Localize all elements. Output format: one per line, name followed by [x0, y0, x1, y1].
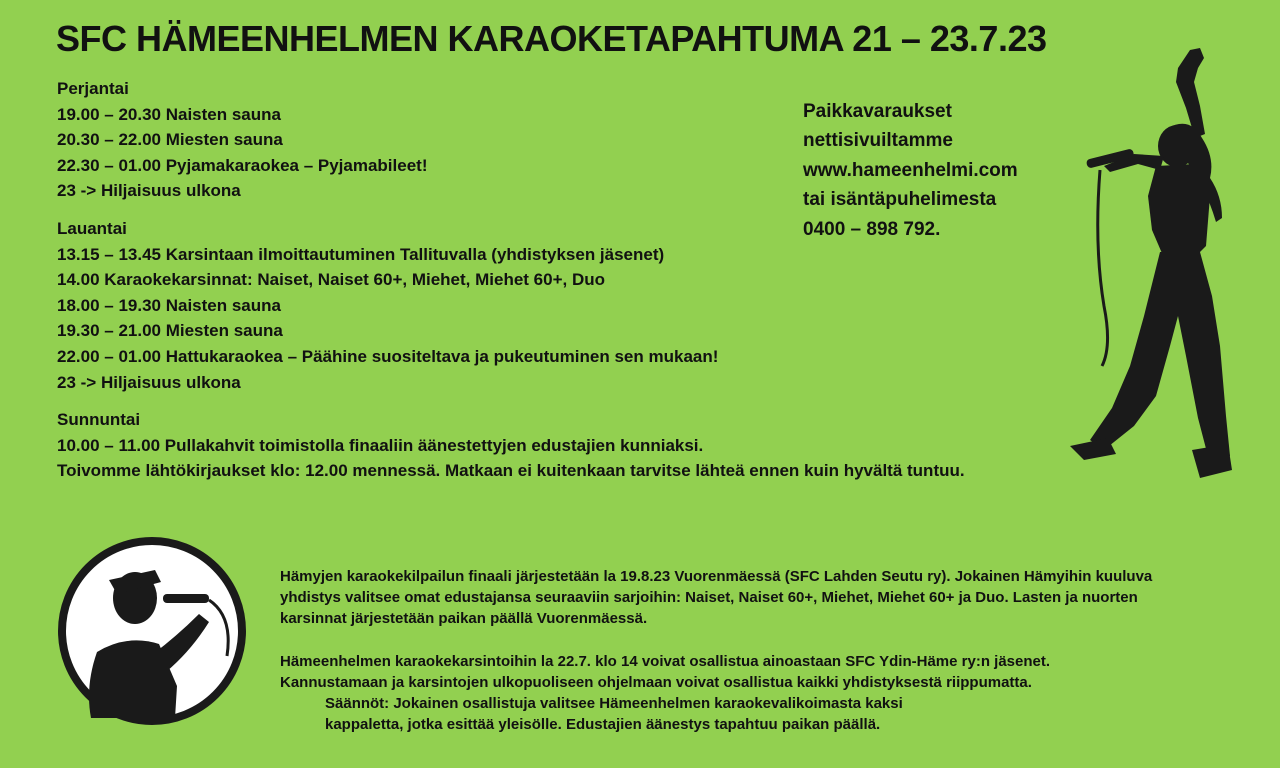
day-heading: Sunnuntai	[57, 410, 141, 430]
schedule-line: 19.30 – 21.00 Miesten sauna	[57, 321, 283, 341]
schedule-sunday	[57, 407, 1067, 484]
schedule-line: 23 -> Hiljaisuus ulkona	[57, 372, 241, 392]
schedule-line: 13.15 – 13.45 Karsintaan ilmoittautuminen Tallituvalla (yhdistyksen jäsenet)	[57, 244, 665, 264]
info-line: Kannustamaan ja karsintojen ulkopuoliseen ohjelmaan voivat osallistua kaikki yhdistyksestä riippumatta.	[280, 673, 1032, 691]
male-singer-circle-silhouette	[57, 536, 247, 726]
info-line: kappaletta, jotka esittää yleisölle. Edustajien äänestys tapahtuu paikan päällä.	[325, 716, 881, 734]
info-text	[280, 566, 1240, 735]
booking-line: tai isäntäpuhelimesta	[803, 189, 997, 211]
schedule-line: 18.00 – 19.30 Naisten sauna	[57, 295, 281, 315]
info-line: Säännöt: Jokainen osallistuja valitsee Hämeenhelmen karaokevalikoimasta kaksi	[325, 695, 903, 713]
info-line: Hämyjen karaokekilpailun finaali järjestetään la 19.8.23 Vuorenmäessä (SFC Lahden Seutu ry). Jokainen Hämyihin kuuluva	[280, 568, 1153, 585]
schedule-line: 10.00 – 11.00 Pullakahvit toimistolla finaaliin äänestettyjen edustajien kunniaksi.	[57, 435, 704, 455]
booking-line: nettisivuiltamme	[803, 130, 953, 152]
page-title: SFC HÄMEENHELMEN KARAOKETAPAHTUMA 21 – 23.7.23	[56, 18, 1047, 59]
schedule-line: 22.00 – 01.00 Hattukaraokea – Päähine suositeltava ja pukeutuminen sen mukaan!	[57, 346, 719, 366]
female-singer-silhouette	[1060, 46, 1260, 486]
day-heading: Lauantai	[57, 218, 127, 238]
booking-info	[803, 97, 1018, 244]
info-paragraph-qualifiers	[280, 651, 1240, 736]
booking-line: Paikkavaraukset	[803, 101, 952, 122]
schedule-line: Toivomme lähtökirjaukset klo: 12.00 mennessä. Matkaan ei kuitenkaan tarvitse lähteä ennen kuin hyvältä tuntuu.	[57, 461, 965, 481]
schedule-line: 22.30 – 01.00 Pyjamakaraokea – Pyjamabileet!	[57, 155, 428, 175]
info-rules	[280, 693, 1240, 735]
info-line: Hämeenhelmen karaokekarsintoihin la 22.7. klo 14 voivat osallistua ainoastaan SFC Ydin-Häme ry:n jäsenet.	[280, 652, 1051, 670]
schedule-line: 19.00 – 20.30 Naisten sauna	[57, 104, 281, 124]
schedule-line: 14.00 Karaokekarsinnat: Naiset, Naiset 60+, Miehet, Miehet 60+, Duo	[57, 270, 606, 290]
info-line: yhdistys valitsee omat edustajansa seuraaviin sarjoihin: Naiset, Naiset 60+, Miehet, Miehet 60+ ja Duo. Lasten ja nuorten	[280, 589, 1138, 607]
info-line: karsinnat järjestetään paikan päällä Vuorenmäessä.	[280, 610, 648, 628]
booking-website: www.hameenhelmi.com	[803, 159, 1018, 181]
booking-phone: 0400 – 898 792.	[803, 218, 941, 240]
day-heading: Perjantai	[57, 79, 129, 98]
schedule-line: 23 -> Hiljaisuus ulkona	[57, 181, 241, 201]
info-paragraph-final	[280, 566, 1240, 630]
schedule-line: 20.30 – 22.00 Miesten sauna	[57, 130, 283, 150]
